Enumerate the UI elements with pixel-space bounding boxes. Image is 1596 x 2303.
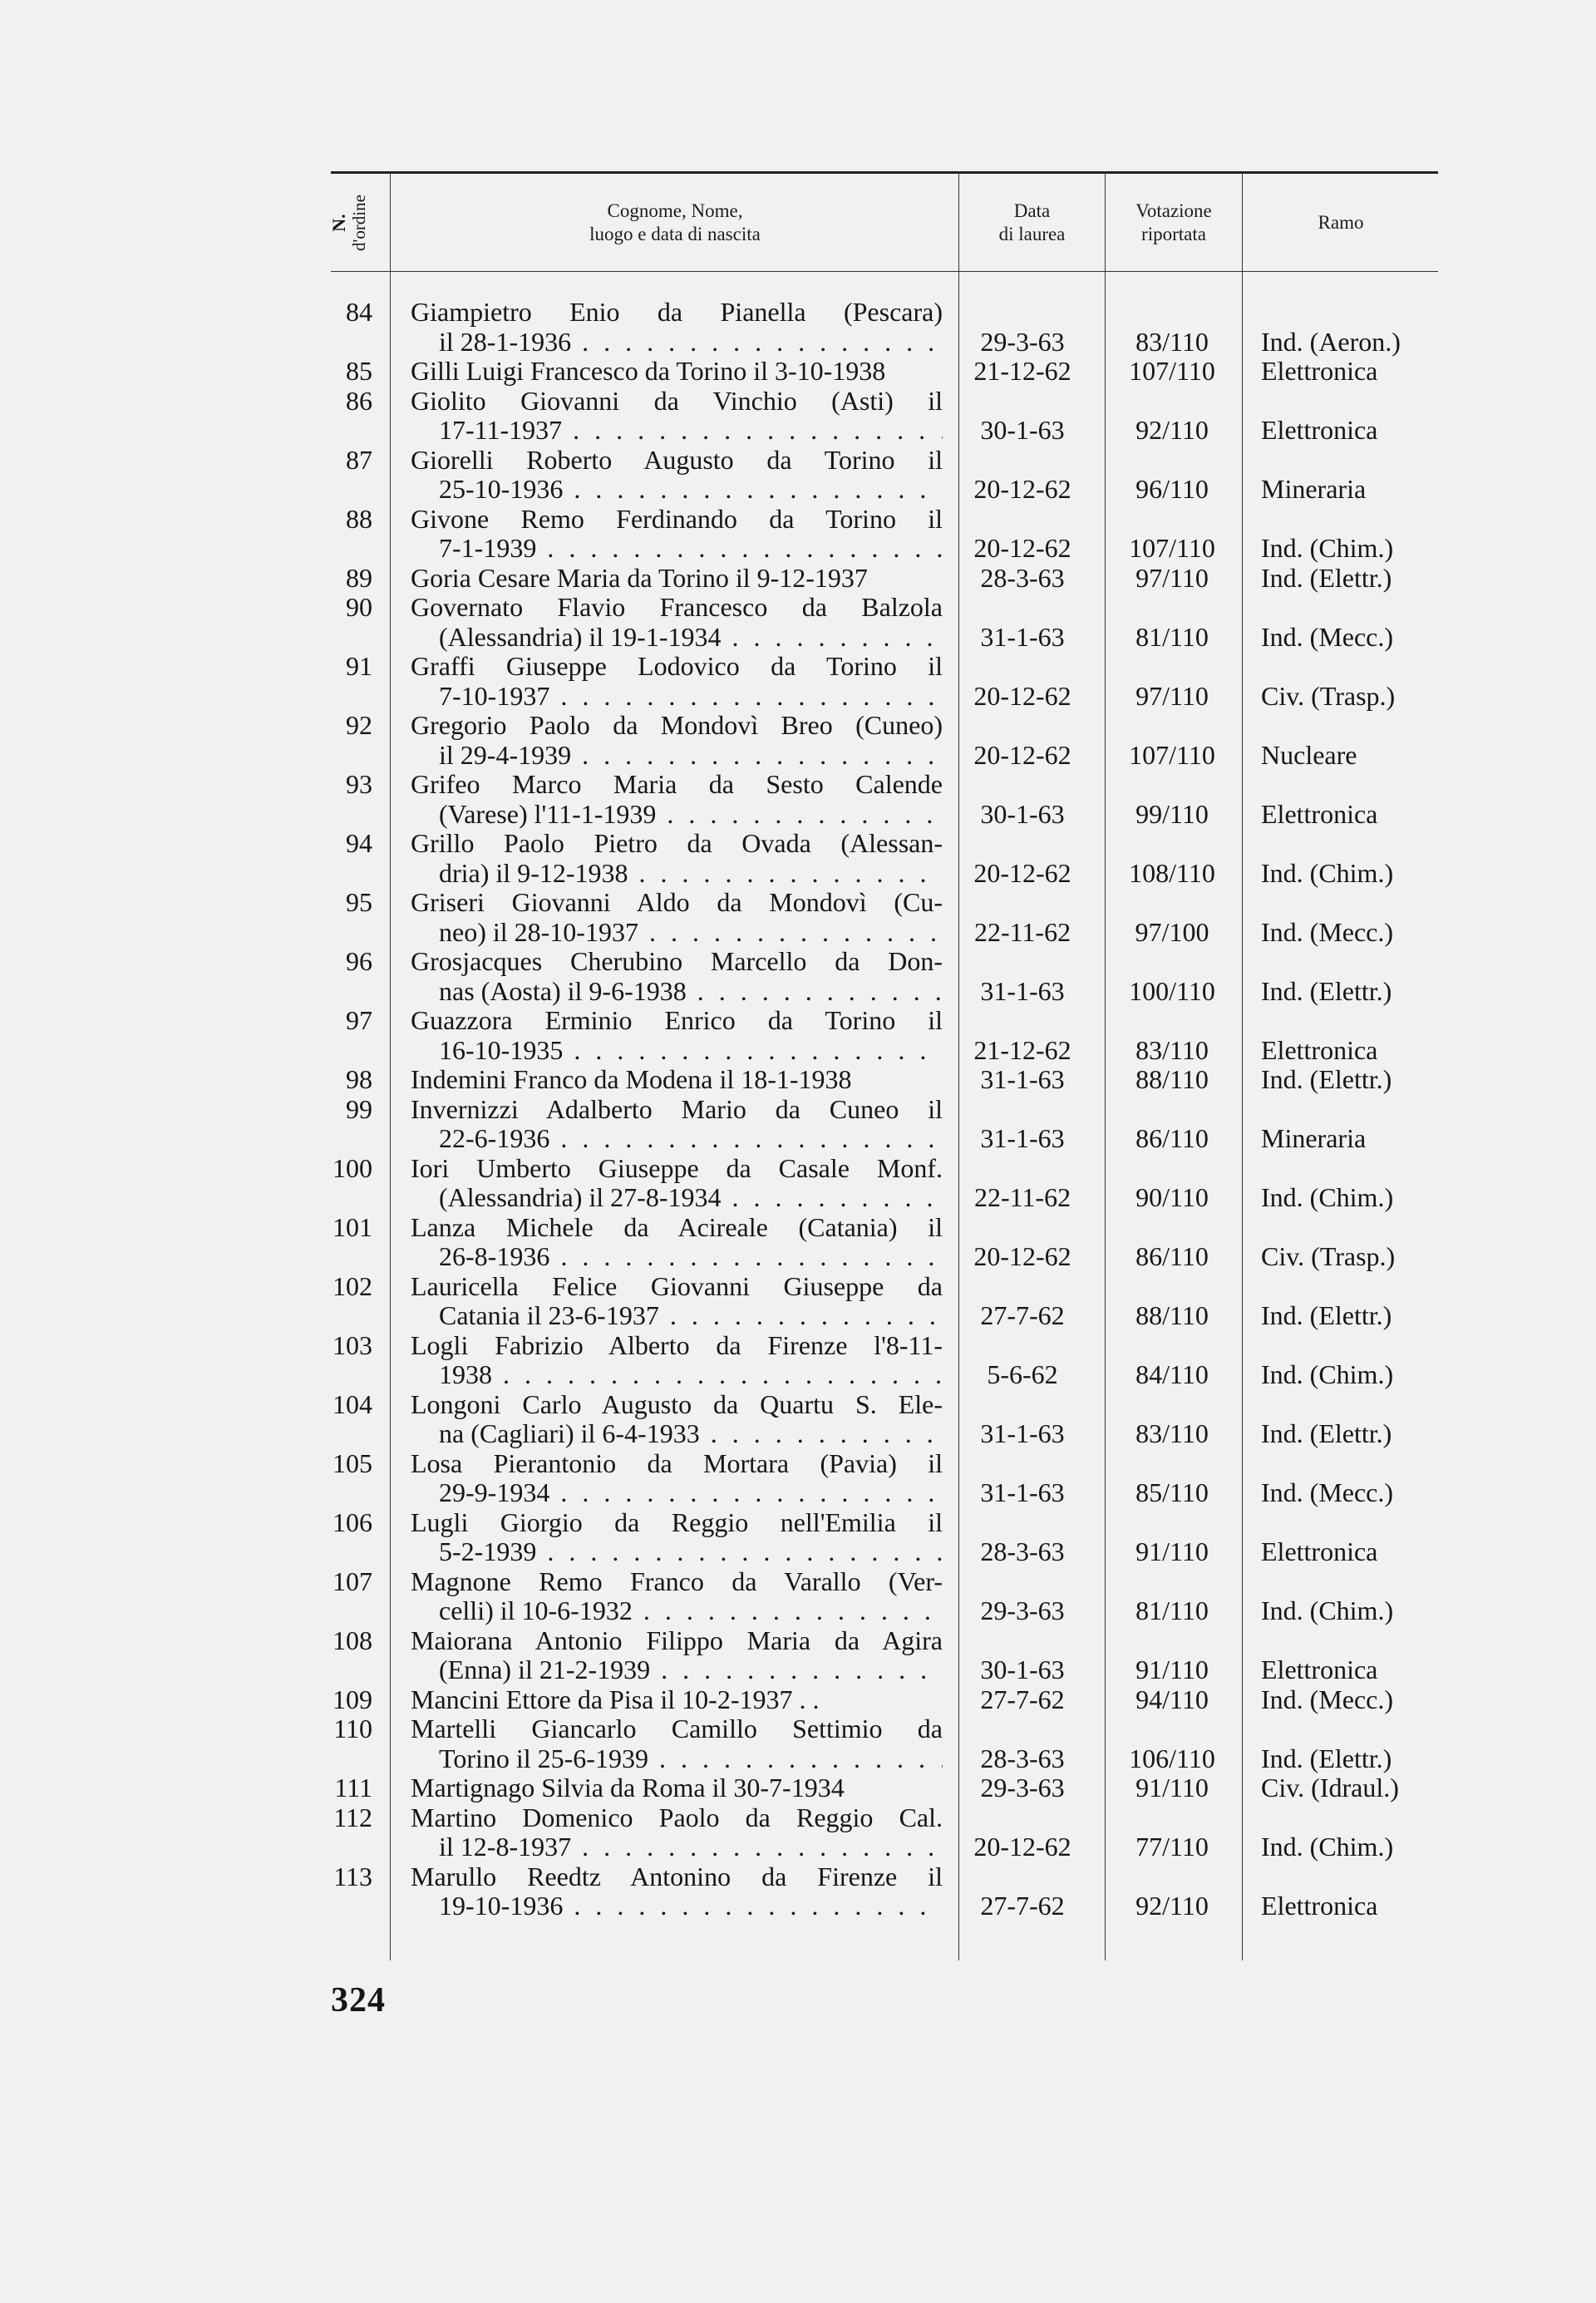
entry-number: 86 bbox=[346, 385, 372, 416]
entry-number: 94 bbox=[346, 828, 372, 858]
entry-name-birth bbox=[411, 446, 943, 505]
entry-name-line: Gregorio Paolo da Mondovì Breo (Cuneo) bbox=[411, 711, 943, 740]
entry-number: 100 bbox=[332, 1152, 372, 1183]
list-item bbox=[0, 1213, 1596, 1272]
entry-name-line: Griseri Giovanni Aldo da Mondovì (Cu- bbox=[411, 888, 943, 917]
entry-name-line: Catania il 23-6-1937 . . . bbox=[411, 1301, 943, 1331]
entry-graduation-date: 29-3-63 bbox=[980, 1773, 1065, 1802]
entry-vote: 92/110 bbox=[1135, 1891, 1209, 1921]
entry-number: 108 bbox=[332, 1625, 372, 1655]
entry-graduation-date: 20-12-62 bbox=[973, 680, 1071, 711]
entry-name-birth bbox=[411, 1567, 943, 1626]
entry-branch: Ind. (Elettr.) bbox=[1261, 1300, 1392, 1330]
entry-name-birth bbox=[411, 829, 943, 888]
entry-number: 113 bbox=[333, 1861, 372, 1891]
entry-name-birth bbox=[411, 1065, 943, 1095]
entry-graduation-date: 29-3-63 bbox=[980, 1595, 1065, 1625]
list-item bbox=[0, 564, 1596, 594]
entry-graduation-date: 20-12-62 bbox=[973, 1832, 1071, 1862]
entry-number: 110 bbox=[333, 1714, 372, 1743]
entry-branch: Ind. (Chim.) bbox=[1261, 1832, 1394, 1862]
entry-vote: 91/110 bbox=[1135, 1655, 1209, 1684]
column-header-vote bbox=[1106, 175, 1241, 271]
entry-branch: Ind. (Aeron.) bbox=[1261, 326, 1401, 357]
entry-name-line: nas (Aosta) il 9-6-1938 . . . bbox=[411, 977, 943, 1007]
entry-vote: 88/110 bbox=[1135, 1064, 1209, 1094]
list-item bbox=[0, 1567, 1596, 1626]
column-header-vote-line1: Votazione bbox=[1135, 200, 1212, 221]
entry-vote: 106/110 bbox=[1129, 1743, 1215, 1773]
entry-name-line: Goria Cesare Maria da Torino il 9-12-1937 bbox=[411, 563, 868, 593]
list-item bbox=[0, 947, 1596, 1006]
entry-number: 89 bbox=[346, 562, 372, 593]
entry-name-birth bbox=[411, 1449, 943, 1508]
entry-vote: 86/110 bbox=[1135, 1241, 1209, 1271]
entry-name-line: Graffi Giuseppe Lodovico da Torino il bbox=[411, 652, 943, 681]
entry-number: 104 bbox=[332, 1388, 372, 1419]
entry-graduation-date: 31-1-63 bbox=[980, 1418, 1065, 1448]
entry-name-line: Maiorana Antonio Filippo Maria da Agira bbox=[411, 1625, 943, 1655]
entry-vote: 84/110 bbox=[1135, 1359, 1209, 1389]
column-header-name-line2: luogo e data di nascita bbox=[589, 224, 761, 244]
entry-name-line: Magnone Remo Franco da Varallo (Ver- bbox=[411, 1566, 943, 1596]
entry-name-line: Losa Pierantonio da Mortara (Pavia) il bbox=[411, 1448, 943, 1478]
entry-name-line: Invernizzi Adalberto Mario da Cuneo il bbox=[411, 1094, 943, 1124]
entry-name-line: il 12-8-1937 . . . bbox=[411, 1832, 943, 1862]
entry-vote: 108/110 bbox=[1129, 857, 1215, 888]
entry-number: 97 bbox=[346, 1005, 372, 1035]
column-header-date bbox=[960, 175, 1104, 271]
entry-name-line: Giampietro Enio da Pianella (Pescara) bbox=[411, 298, 943, 327]
entry-name-line: dria) il 9-12-1938 . . . bbox=[411, 859, 943, 889]
entry-name-birth bbox=[411, 1685, 943, 1715]
entry-vote: 88/110 bbox=[1135, 1300, 1209, 1330]
entry-name-line: 17-11-1937 . . . bbox=[411, 416, 943, 446]
column-header-vote-line2: riportata bbox=[1141, 224, 1206, 244]
entry-name-line: Grillo Paolo Pietro da Ovada (Alessan- bbox=[411, 829, 943, 858]
entry-vote: 83/110 bbox=[1135, 326, 1209, 357]
entry-name-line: 7-10-1937 . . . bbox=[411, 682, 943, 712]
entry-vote: 100/110 bbox=[1129, 975, 1215, 1006]
entry-name-line: Gilli Luigi Francesco da Torino il 3-10-1938 bbox=[411, 357, 886, 386]
entry-name-line: Marullo Reedtz Antonino da Firenze il bbox=[411, 1862, 943, 1891]
entry-vote: 83/110 bbox=[1135, 1418, 1209, 1448]
list-item bbox=[0, 1390, 1596, 1449]
entry-graduation-date: 30-1-63 bbox=[980, 1655, 1065, 1684]
entry-branch: Civ. (Trasp.) bbox=[1261, 680, 1396, 711]
entry-branch: Elettronica bbox=[1261, 356, 1378, 386]
entry-name-line: (Alessandria) il 19-1-1934 . . . bbox=[411, 623, 943, 653]
entry-name-line: Lugli Giorgio da Reggio nell'Emilia il bbox=[411, 1507, 943, 1537]
entry-name-line: Mancini Ettore da Pisa il 10-2-1937 . . bbox=[411, 1684, 820, 1714]
list-item bbox=[0, 1685, 1596, 1715]
entry-branch: Ind. (Elettr.) bbox=[1261, 1064, 1392, 1094]
entry-number: 91 bbox=[346, 651, 372, 681]
entry-graduation-date: 20-12-62 bbox=[973, 474, 1071, 504]
list-item bbox=[0, 1508, 1596, 1567]
entry-name-line: Giolito Giovanni da Vinchio (Asti) il bbox=[411, 386, 943, 416]
entry-vote: 94/110 bbox=[1135, 1684, 1209, 1714]
list-item bbox=[0, 505, 1596, 564]
entry-branch: Ind. (Chim.) bbox=[1261, 1182, 1394, 1212]
list-item bbox=[0, 1714, 1596, 1773]
entry-branch: Elettronica bbox=[1261, 1655, 1378, 1684]
entry-vote: 107/110 bbox=[1129, 739, 1215, 770]
column-header-branch-label: Ramo bbox=[1318, 212, 1364, 233]
entry-branch: Ind. (Elettr.) bbox=[1261, 975, 1392, 1006]
column-header-number-line1: N. bbox=[328, 214, 349, 232]
entry-number: 109 bbox=[332, 1684, 372, 1714]
header-top-rule bbox=[331, 171, 1438, 174]
entry-graduation-date: 28-3-63 bbox=[980, 1536, 1065, 1566]
entry-branch: Elettronica bbox=[1261, 1891, 1378, 1921]
entry-number: 98 bbox=[346, 1064, 372, 1094]
entry-graduation-date: 31-1-63 bbox=[980, 975, 1065, 1006]
entry-vote: 81/110 bbox=[1135, 621, 1209, 652]
entry-branch: Civ. (Trasp.) bbox=[1261, 1241, 1396, 1271]
entry-name-line: 5-2-1939 . . . bbox=[411, 1537, 943, 1567]
entry-name-birth bbox=[411, 652, 943, 711]
entry-name-birth bbox=[411, 357, 943, 387]
entry-name-line: (Enna) il 21-2-1939 . . . bbox=[411, 1655, 943, 1685]
entry-number: 112 bbox=[333, 1802, 372, 1832]
entry-name-line: Lanza Michele da Acireale (Catania) il bbox=[411, 1212, 943, 1242]
list-item bbox=[0, 593, 1596, 652]
entry-graduation-date: 20-12-62 bbox=[973, 857, 1071, 888]
entry-number: 93 bbox=[346, 769, 372, 799]
entry-name-birth bbox=[411, 593, 943, 652]
entry-name-birth bbox=[411, 1714, 943, 1773]
entry-name-birth bbox=[411, 711, 943, 770]
entry-number: 84 bbox=[346, 297, 372, 327]
entry-vote: 91/110 bbox=[1135, 1536, 1209, 1566]
entry-number: 87 bbox=[346, 444, 372, 475]
entry-name-line: neo) il 28-10-1937 . . . bbox=[411, 918, 943, 948]
entry-name-line: Iori Umberto Giuseppe da Casale Monf. bbox=[411, 1153, 943, 1183]
entry-name-line: 22-6-1936 . . . bbox=[411, 1124, 943, 1154]
entry-name-line: Grifeo Marco Maria da Sesto Calende bbox=[411, 770, 943, 799]
list-item bbox=[0, 446, 1596, 505]
entry-name-line: Indemini Franco da Modena il 18-1-1938 bbox=[411, 1065, 852, 1094]
list-item bbox=[0, 1272, 1596, 1331]
entry-graduation-date: 20-12-62 bbox=[973, 739, 1071, 770]
entry-number: 85 bbox=[346, 356, 372, 386]
list-item bbox=[0, 1449, 1596, 1508]
entry-number: 103 bbox=[332, 1329, 372, 1360]
page-number: 324 bbox=[331, 1981, 386, 2019]
entry-name-birth bbox=[411, 1862, 943, 1921]
list-item bbox=[0, 711, 1596, 770]
column-header-name-line1: Cognome, Nome, bbox=[607, 200, 743, 221]
list-item bbox=[0, 1862, 1596, 1921]
entry-name-birth bbox=[411, 1154, 943, 1213]
entry-name-line: 19-10-1936 . . . bbox=[411, 1891, 943, 1921]
entry-branch: Civ. (Idraul.) bbox=[1261, 1773, 1399, 1802]
entry-number: 107 bbox=[332, 1566, 372, 1596]
entry-vote: 91/110 bbox=[1135, 1773, 1209, 1802]
list-item bbox=[0, 357, 1596, 387]
entry-graduation-date: 31-1-63 bbox=[980, 1064, 1065, 1094]
entry-number: 101 bbox=[332, 1211, 372, 1242]
entry-name-line: (Alessandria) il 27-8-1934 . . . bbox=[411, 1183, 943, 1213]
entry-vote: 81/110 bbox=[1135, 1595, 1209, 1625]
entry-vote: 86/110 bbox=[1135, 1123, 1209, 1153]
list-item bbox=[0, 829, 1596, 888]
entry-number: 105 bbox=[332, 1447, 372, 1478]
entry-name-line: Torino il 25-6-1939 . . . bbox=[411, 1744, 943, 1774]
entry-vote: 85/110 bbox=[1135, 1477, 1209, 1507]
entry-number: 102 bbox=[332, 1270, 372, 1301]
list-item bbox=[0, 1331, 1596, 1390]
entry-graduation-date: 31-1-63 bbox=[980, 1123, 1065, 1153]
entry-graduation-date: 27-7-62 bbox=[980, 1891, 1065, 1921]
entry-vote: 77/110 bbox=[1135, 1832, 1209, 1862]
entry-branch: Ind. (Mecc.) bbox=[1261, 916, 1394, 947]
list-item bbox=[0, 387, 1596, 446]
entry-name-line: Longoni Carlo Augusto da Quartu S. Ele- bbox=[411, 1389, 943, 1419]
entry-vote: 97/110 bbox=[1135, 680, 1209, 711]
entry-graduation-date: 5-6-62 bbox=[987, 1359, 1058, 1389]
graduates-list bbox=[0, 298, 1596, 1921]
entry-graduation-date: 21-12-62 bbox=[973, 1034, 1071, 1065]
list-item bbox=[0, 1626, 1596, 1685]
entry-branch: Ind. (Mecc.) bbox=[1261, 621, 1394, 652]
entry-branch: Ind. (Chim.) bbox=[1261, 857, 1394, 888]
entry-number: 96 bbox=[346, 946, 372, 976]
entry-branch: Mineraria bbox=[1261, 474, 1367, 504]
entry-graduation-date: 28-3-63 bbox=[980, 562, 1065, 593]
entry-name-line: Martino Domenico Paolo da Reggio Cal. bbox=[411, 1802, 943, 1832]
entry-graduation-date: 28-3-63 bbox=[980, 1743, 1065, 1773]
entry-branch: Elettronica bbox=[1261, 415, 1378, 445]
column-header-branch bbox=[1244, 175, 1438, 271]
entry-name-line: il 29-4-1939 . . . bbox=[411, 741, 943, 771]
entry-name-birth bbox=[411, 888, 943, 947]
entry-vote: 90/110 bbox=[1135, 1182, 1209, 1212]
list-item bbox=[0, 1065, 1596, 1095]
entry-name-birth bbox=[411, 1213, 943, 1272]
entry-name-birth bbox=[411, 1803, 943, 1862]
entry-number: 92 bbox=[346, 710, 372, 740]
entry-number: 88 bbox=[346, 503, 372, 534]
entry-name-birth bbox=[411, 947, 943, 1006]
list-item bbox=[0, 1095, 1596, 1154]
entry-name-line: Logli Fabrizio Alberto da Firenze l'8-11- bbox=[411, 1330, 943, 1360]
entry-vote: 107/110 bbox=[1129, 533, 1215, 563]
entry-number: 111 bbox=[334, 1773, 372, 1802]
entry-branch: Ind. (Chim.) bbox=[1261, 1595, 1394, 1625]
entry-name-birth bbox=[411, 770, 943, 829]
entry-branch: Ind. (Elettr.) bbox=[1261, 1418, 1392, 1448]
entry-name-line: il 28-1-1936 . . . bbox=[411, 328, 943, 358]
entry-graduation-date: 27-7-62 bbox=[980, 1684, 1065, 1714]
entry-branch: Mineraria bbox=[1261, 1123, 1367, 1153]
entry-name-birth bbox=[411, 505, 943, 564]
entry-name-line: Martelli Giancarlo Camillo Settimio da bbox=[411, 1714, 943, 1743]
entry-vote: 92/110 bbox=[1135, 415, 1209, 445]
entry-graduation-date: 29-3-63 bbox=[980, 326, 1065, 357]
entry-name-line: 29-9-1934 . . . bbox=[411, 1478, 943, 1508]
entry-vote: 97/110 bbox=[1135, 562, 1209, 593]
entry-branch: Nucleare bbox=[1261, 739, 1357, 770]
column-header-name bbox=[392, 175, 958, 271]
entry-name-line: 7-1-1939 . . . bbox=[411, 534, 943, 564]
entry-branch: Elettronica bbox=[1261, 1034, 1378, 1065]
entry-vote: 107/110 bbox=[1129, 356, 1215, 386]
entry-name-line: Governato Flavio Francesco da Balzola bbox=[411, 593, 943, 622]
header-bottom-rule bbox=[331, 271, 1438, 272]
entry-name-line: Grosjacques Cherubino Marcello da Don- bbox=[411, 947, 943, 976]
entry-name-line: Giorelli Roberto Augusto da Torino il bbox=[411, 445, 943, 475]
entry-name-birth bbox=[411, 564, 943, 594]
entry-branch: Ind. (Chim.) bbox=[1261, 1359, 1394, 1389]
entry-branch: Ind. (Mecc.) bbox=[1261, 1477, 1394, 1507]
column-header-date-line2: di laurea bbox=[998, 224, 1066, 244]
entry-number: 90 bbox=[346, 592, 372, 622]
entry-branch: Ind. (Elettr.) bbox=[1261, 1743, 1392, 1773]
entry-vote: 96/110 bbox=[1135, 474, 1209, 504]
list-item bbox=[0, 298, 1596, 357]
entry-name-birth bbox=[411, 1773, 943, 1803]
entry-number: 95 bbox=[346, 887, 372, 917]
entry-name-line: 26-8-1936 . . . bbox=[411, 1242, 943, 1272]
entry-branch: Ind. (Elettr.) bbox=[1261, 562, 1392, 593]
entry-name-line: Lauricella Felice Giovanni Giuseppe da bbox=[411, 1271, 943, 1301]
column-header-number-line2: d'ordine bbox=[349, 195, 369, 251]
entry-name-line: Givone Remo Ferdinando da Torino il bbox=[411, 504, 943, 534]
entry-name-birth bbox=[411, 1508, 943, 1567]
column-header-date-line1: Data bbox=[1013, 200, 1051, 221]
entry-vote: 83/110 bbox=[1135, 1034, 1209, 1065]
entry-name-line: 25-10-1936 . . . bbox=[411, 475, 943, 505]
entry-name-birth bbox=[411, 1390, 943, 1449]
entry-graduation-date: 31-1-63 bbox=[980, 1477, 1065, 1507]
entry-number: 106 bbox=[332, 1507, 372, 1537]
entry-name-line: na (Cagliari) il 6-4-1933 . . . bbox=[411, 1419, 943, 1449]
entry-branch: Elettronica bbox=[1261, 798, 1378, 829]
entry-graduation-date: 22-11-62 bbox=[973, 1182, 1071, 1212]
entry-name-line: Guazzora Erminio Enrico da Torino il bbox=[411, 1006, 943, 1035]
entry-graduation-date: 30-1-63 bbox=[980, 798, 1065, 829]
entry-name-line: (Varese) l'11-1-1939 . . . bbox=[411, 800, 943, 830]
entry-name-birth bbox=[411, 1331, 943, 1390]
entry-name-birth bbox=[411, 1272, 943, 1331]
entry-graduation-date: 30-1-63 bbox=[980, 415, 1065, 445]
entry-graduation-date: 22-11-62 bbox=[973, 916, 1071, 947]
list-item bbox=[0, 888, 1596, 947]
list-item bbox=[0, 1154, 1596, 1213]
list-item bbox=[0, 652, 1596, 711]
entry-branch: Ind. (Chim.) bbox=[1261, 533, 1394, 563]
entry-name-birth bbox=[411, 298, 943, 357]
list-item bbox=[0, 1006, 1596, 1065]
entry-name-birth bbox=[411, 387, 943, 446]
entry-branch: Elettronica bbox=[1261, 1536, 1378, 1566]
entry-graduation-date: 27-7-62 bbox=[980, 1300, 1065, 1330]
list-item bbox=[0, 770, 1596, 829]
entry-branch: Ind. (Mecc.) bbox=[1261, 1684, 1394, 1714]
entry-graduation-date: 31-1-63 bbox=[980, 621, 1065, 652]
entry-graduation-date: 21-12-62 bbox=[973, 356, 1071, 386]
entry-number: 99 bbox=[346, 1093, 372, 1124]
column-header-number bbox=[316, 176, 382, 269]
entry-vote: 99/110 bbox=[1135, 798, 1209, 829]
entry-graduation-date: 20-12-62 bbox=[973, 1241, 1071, 1271]
entry-name-line: 16-10-1935 . . . bbox=[411, 1036, 943, 1066]
entry-name-birth bbox=[411, 1095, 943, 1154]
entry-name-birth bbox=[411, 1006, 943, 1065]
entry-name-line: 1938 . . . bbox=[411, 1360, 943, 1390]
entry-name-line: celli) il 10-6-1932 . . . bbox=[411, 1596, 943, 1626]
list-item bbox=[0, 1803, 1596, 1862]
entry-vote: 97/100 bbox=[1135, 916, 1209, 947]
list-item bbox=[0, 1773, 1596, 1803]
entry-name-line: Martignago Silvia da Roma il 30-7-1934 bbox=[411, 1773, 845, 1802]
entry-name-birth bbox=[411, 1626, 943, 1685]
entry-graduation-date: 20-12-62 bbox=[973, 533, 1071, 563]
